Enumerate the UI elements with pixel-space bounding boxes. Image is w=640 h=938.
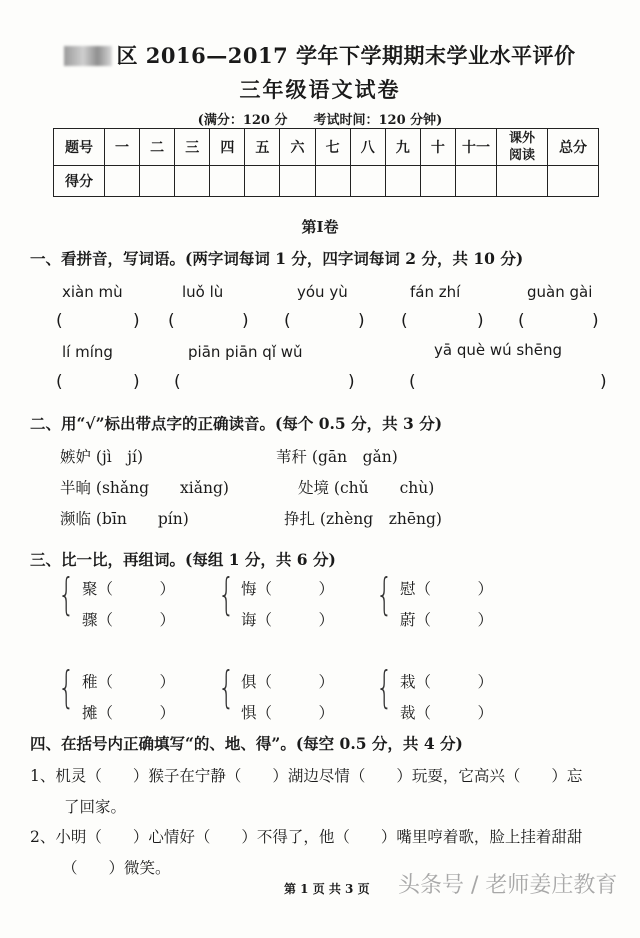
brace-icon: { xyxy=(376,569,393,620)
reading-item[interactable]: 濒临 (bīn pín) xyxy=(60,510,189,528)
word-group-item[interactable]: 裁（ ） xyxy=(400,704,494,722)
score-cell[interactable] xyxy=(385,166,420,197)
word-group-item[interactable]: 诲（ ） xyxy=(241,611,335,629)
score-cell[interactable] xyxy=(315,166,350,197)
score-row-label: 得分 xyxy=(54,166,105,197)
answer-blank[interactable]: ( xyxy=(518,311,525,331)
word-group-item[interactable]: 蔚（ ） xyxy=(400,611,494,629)
reading-item[interactable]: 处境 (chǔ chù) xyxy=(298,479,435,497)
score-col: 二 xyxy=(140,129,175,166)
score-col: 九 xyxy=(385,129,420,166)
section1-heading: 一、看拼音，写词语。(两字词每词 1 分，四字词每词 2 分，共 10 分) xyxy=(30,249,524,268)
score-col-total: 总分 xyxy=(548,129,599,166)
exam-subtitle: 三年级语文试卷 xyxy=(239,77,401,102)
answer-blank[interactable]: ( xyxy=(174,372,181,392)
pinyin-item: luǒ lù xyxy=(182,283,224,301)
brace-icon: { xyxy=(376,662,393,713)
watermark: 头条号 / 老师姜庄教育 xyxy=(398,873,618,898)
score-col: 四 xyxy=(210,129,245,166)
score-cell[interactable] xyxy=(350,166,385,197)
score-col-extra-reading xyxy=(497,129,548,166)
score-col: 一 xyxy=(105,129,140,166)
score-col: 十一 xyxy=(456,129,497,166)
pinyin-item: xiàn mù xyxy=(62,283,123,301)
score-cell[interactable] xyxy=(105,166,140,197)
section3-heading: 三、比一比，再组词。(每组 1 分，共 6 分) xyxy=(30,550,336,569)
brace-icon: { xyxy=(218,662,235,713)
answer-blank[interactable]: ( xyxy=(168,311,175,331)
extra-col-line2: 阅读 xyxy=(508,148,535,163)
exam-title xyxy=(0,40,640,70)
extra-col-line1: 课外 xyxy=(508,131,535,146)
exam-title-text: 区 2016—2017 学年下学期期末学业水平评价 xyxy=(116,43,576,68)
word-group-item[interactable]: 摊（ ） xyxy=(82,704,176,722)
score-table-header-row xyxy=(54,129,599,166)
answer-blank[interactable]: ( xyxy=(56,372,63,392)
fill-question-1[interactable]: 1、机灵（ ）猴子在宁静（ ）湖边尽情（ ）玩耍，它高兴（ ）忘 xyxy=(30,767,583,785)
score-col: 五 xyxy=(245,129,280,166)
score-cell[interactable] xyxy=(280,166,315,197)
score-table-score-row xyxy=(54,166,599,197)
score-cell[interactable] xyxy=(548,166,599,197)
pinyin-item: piān piān qǐ wǔ xyxy=(188,343,303,361)
score-col: 三 xyxy=(175,129,210,166)
pinyin-item: yā què wú shēng xyxy=(434,341,562,359)
score-table xyxy=(53,128,599,197)
score-col: 八 xyxy=(350,129,385,166)
reading-item[interactable]: 苇秆 (gān gǎn) xyxy=(276,448,398,466)
reading-item[interactable]: 挣扎 (zhèng zhēng) xyxy=(284,510,442,528)
score-cell[interactable] xyxy=(140,166,175,197)
section2-heading: 二、用“√”标出带点字的正确读音。(每个 0.5 分，共 3 分) xyxy=(30,414,443,433)
score-cell[interactable] xyxy=(245,166,280,197)
fill-question-2-cont[interactable]: （ ）微笑。 xyxy=(62,859,171,877)
score-cell[interactable] xyxy=(175,166,210,197)
score-table-label: 题号 xyxy=(54,129,105,166)
brace-icon: { xyxy=(58,662,75,713)
word-group-item[interactable]: 慰（ ） xyxy=(400,580,494,598)
score-col: 十 xyxy=(420,129,455,166)
brace-icon: { xyxy=(218,569,235,620)
exam-meta: (满分：120 分 考试时间：120 分钟) xyxy=(197,113,443,128)
word-group-item[interactable]: 稚（ ） xyxy=(82,673,176,691)
pinyin-item: guàn gài xyxy=(527,283,593,301)
answer-blank[interactable]: ) xyxy=(592,311,599,331)
reading-item[interactable]: 半晌 (shǎng xiǎng) xyxy=(60,479,229,497)
page-footer: 第 1 页 共 3 页 xyxy=(284,882,370,896)
score-cell[interactable] xyxy=(456,166,497,197)
pinyin-item: fán zhí xyxy=(410,283,461,301)
volume-label: 第Ⅰ卷 xyxy=(301,218,339,236)
score-col: 七 xyxy=(315,129,350,166)
word-group-item[interactable]: 俱（ ） xyxy=(241,673,335,691)
answer-blank[interactable]: ) xyxy=(242,311,249,331)
answer-blank[interactable]: ) xyxy=(477,311,484,331)
section4-heading: 四、在括号内正确填写“的、地、得”。(每空 0.5 分，共 4 分) xyxy=(30,734,463,753)
answer-blank[interactable]: ) xyxy=(133,372,140,392)
redacted-district xyxy=(64,46,112,66)
brace-icon: { xyxy=(58,569,75,620)
score-cell[interactable] xyxy=(420,166,455,197)
word-group-item[interactable]: 栽（ ） xyxy=(400,673,494,691)
word-group-item[interactable]: 悔（ ） xyxy=(241,580,335,598)
fill-question-2[interactable]: 2、小明（ ）心情好（ ）不得了，他（ ）嘴里哼着歌，脸上挂着甜甜 xyxy=(30,828,583,846)
pinyin-item: lí míng xyxy=(62,343,113,361)
score-cell[interactable] xyxy=(210,166,245,197)
answer-blank[interactable]: ( xyxy=(409,372,416,392)
answer-blank[interactable]: ( xyxy=(401,311,408,331)
fill-question-1-cont: 了回家。 xyxy=(64,798,127,816)
word-group-item[interactable]: 聚（ ） xyxy=(82,580,176,598)
answer-blank[interactable]: ( xyxy=(56,311,63,331)
score-cell[interactable] xyxy=(497,166,548,197)
score-col: 六 xyxy=(280,129,315,166)
answer-blank[interactable]: ) xyxy=(358,311,365,331)
answer-blank[interactable]: ) xyxy=(133,311,140,331)
answer-blank[interactable]: ) xyxy=(600,372,607,392)
reading-item[interactable]: 嫉妒 (jì jí) xyxy=(60,448,144,466)
answer-blank[interactable]: ( xyxy=(284,311,291,331)
word-group-item[interactable]: 惧（ ） xyxy=(241,704,335,722)
pinyin-item: yóu yù xyxy=(297,283,348,301)
answer-blank[interactable]: ) xyxy=(348,372,355,392)
word-group-item[interactable]: 骤（ ） xyxy=(82,611,176,629)
